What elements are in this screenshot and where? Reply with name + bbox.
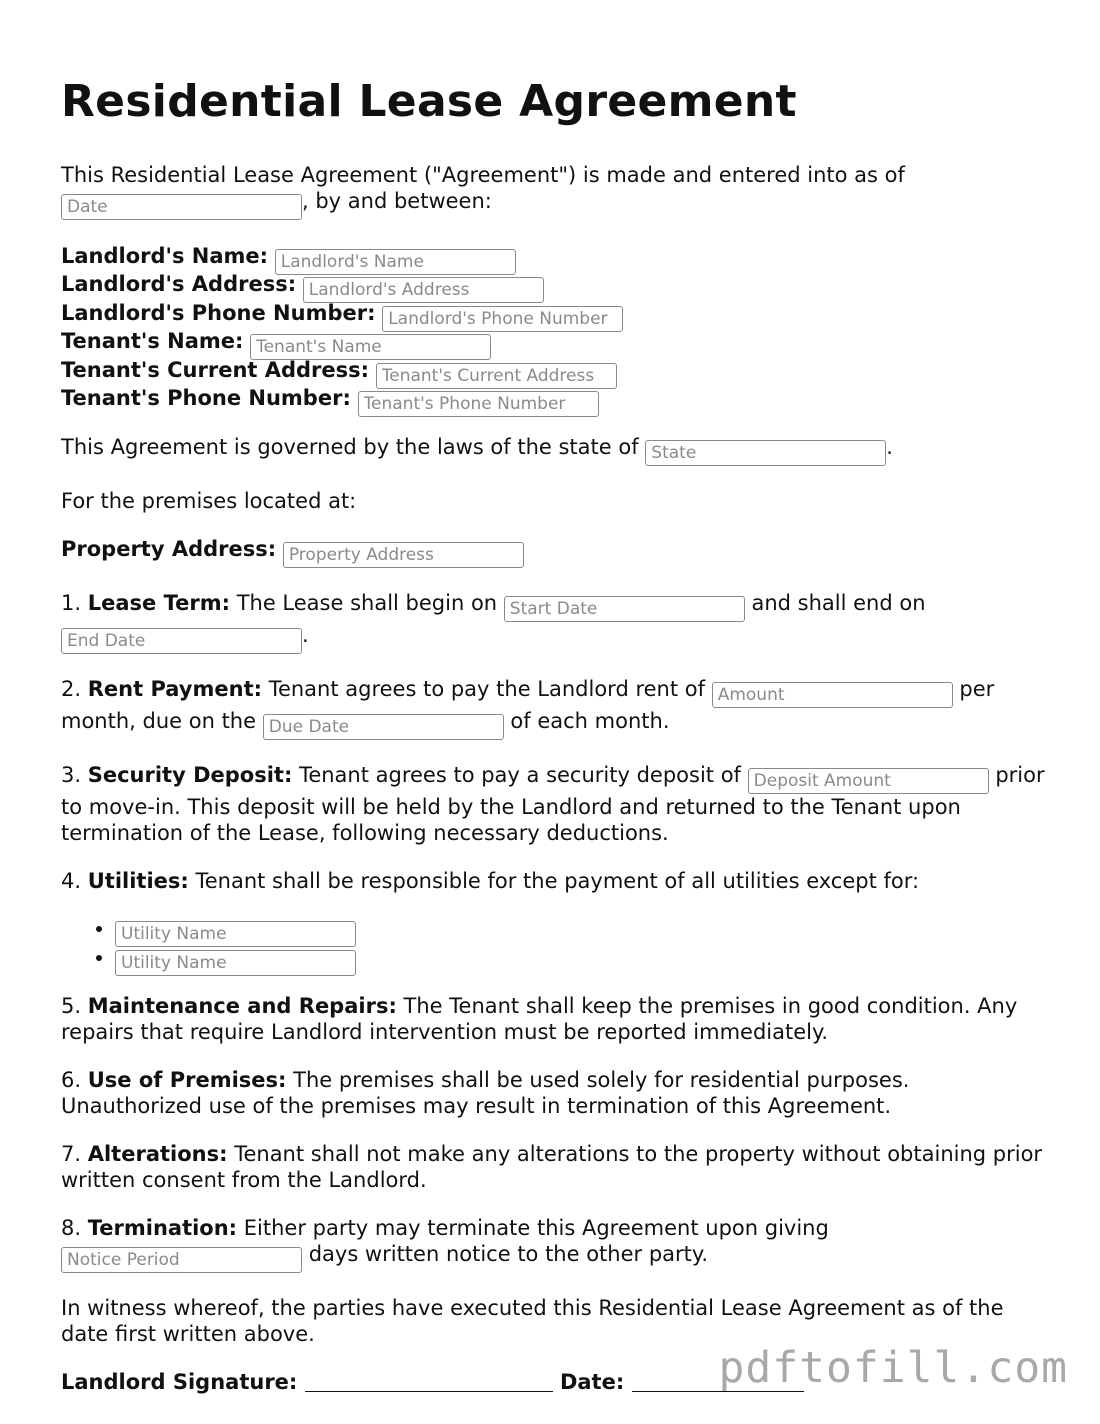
signature-date-label: Date: xyxy=(559,1370,625,1395)
section-use-of-premises xyxy=(61,1067,1046,1119)
alterations-heading: Alterations: xyxy=(87,1142,228,1167)
landlord-phone-label: Landlord's Phone Number: xyxy=(61,300,376,325)
property-address-input[interactable] xyxy=(283,542,524,568)
landlord-address-row xyxy=(61,270,1046,298)
landlord-phone-row xyxy=(61,299,1046,327)
deposit-text: Tenant agrees to pay a security deposit of xyxy=(299,763,741,788)
intro-text: This Residential Lease Agreement ("Agreement") is made and entered into as of xyxy=(61,163,905,187)
utilities-text: Tenant shall be responsible for the payment of all utilities except for: xyxy=(195,869,920,894)
due-date-input[interactable] xyxy=(263,714,504,740)
utilities-heading: Utilities: xyxy=(87,869,189,894)
rent-text-3: of each month. xyxy=(510,709,670,734)
lease-term-number: 1. xyxy=(61,591,82,616)
utilities-number: 4. xyxy=(61,869,82,894)
maintenance-heading: Maintenance and Repairs: xyxy=(87,994,397,1019)
lease-term-text-2: and shall end on xyxy=(751,591,926,616)
section-rent-payment xyxy=(61,676,1046,740)
property-address-label: Property Address: xyxy=(61,537,277,562)
termination-number: 8. xyxy=(61,1216,82,1241)
list-item xyxy=(115,943,1046,972)
deposit-amount-input[interactable] xyxy=(748,768,989,794)
parties-section xyxy=(61,242,1046,412)
alterations-number: 7. xyxy=(61,1142,82,1167)
landlord-name-label: Landlord's Name: xyxy=(61,244,269,268)
lease-document xyxy=(61,72,1046,1395)
termination-text: Either party may terminate this Agreement upon giving xyxy=(243,1216,829,1241)
section-security-deposit xyxy=(61,762,1046,846)
use-text: The premises shall be used solely for residential purposes. Unauthorized use of the premises may result in termination of this Agreement. xyxy=(61,1068,910,1119)
rent-heading: Rent Payment: xyxy=(87,677,262,702)
property-address-paragraph xyxy=(61,536,1046,568)
page-title: Residential Lease Agreement xyxy=(61,76,797,127)
intro-text-after: , by and between: xyxy=(302,189,492,213)
tenant-phone-input[interactable] xyxy=(358,391,599,417)
premises-intro: For the premises located at: xyxy=(61,489,357,514)
landlord-signature-blank[interactable] xyxy=(305,1371,553,1392)
agreement-date-input[interactable] xyxy=(61,194,302,220)
lease-term-heading: Lease Term: xyxy=(87,591,230,616)
section-maintenance xyxy=(61,993,1046,1045)
landlord-signature-label: Landlord Signature: xyxy=(61,1370,298,1395)
governing-text: This Agreement is governed by the laws of the state of xyxy=(61,435,639,460)
end-date-input[interactable] xyxy=(61,628,302,654)
intro-paragraph xyxy=(61,162,1046,220)
section-termination xyxy=(61,1215,1046,1273)
landlord-name-row xyxy=(61,242,1046,270)
utility-name-input[interactable] xyxy=(115,950,356,976)
notice-period-input[interactable] xyxy=(61,1247,302,1273)
tenant-address-label: Tenant's Current Address: xyxy=(61,357,370,382)
utilities-list xyxy=(61,914,1046,971)
lease-term-text-3: . xyxy=(302,623,309,648)
termination-heading: Termination: xyxy=(87,1216,238,1241)
use-number: 6. xyxy=(61,1068,82,1093)
rent-text: Tenant agrees to pay the Landlord rent of xyxy=(268,677,706,702)
tenant-name-label: Tenant's Name: xyxy=(61,329,244,354)
witness-paragraph: In witness whereof, the parties have executed this Residential Lease Agreement as of the date first written above. xyxy=(61,1296,1004,1347)
deposit-text-2: prior to move-in. This deposit will be held by the Landlord and returned to the Tenant upon termination of the Lease, following necessary deductions. xyxy=(61,763,1045,846)
watermark: pdftofill.com xyxy=(718,1343,1068,1393)
tenant-phone-label: Tenant's Phone Number: xyxy=(61,385,351,410)
termination-text-2: days written notice to the other party. xyxy=(308,1242,709,1267)
rent-text-2: per month, due on the xyxy=(61,677,995,734)
use-heading: Use of Premises: xyxy=(87,1068,287,1093)
deposit-heading: Security Deposit: xyxy=(87,763,293,788)
governing-law-paragraph xyxy=(61,434,1046,466)
start-date-input[interactable] xyxy=(504,596,745,622)
section-utilities xyxy=(61,868,1046,894)
governing-text-after: . xyxy=(886,435,893,460)
tenant-address-row xyxy=(61,356,1046,384)
state-input[interactable] xyxy=(645,440,886,466)
tenant-phone-row xyxy=(61,384,1046,412)
maintenance-number: 5. xyxy=(61,994,82,1019)
alterations-text: Tenant shall not make any alterations to the property without obtaining prior written consent from the Landlord. xyxy=(61,1142,1043,1193)
section-alterations xyxy=(61,1141,1046,1193)
list-item xyxy=(115,914,1046,943)
deposit-number: 3. xyxy=(61,763,82,788)
landlord-address-label: Landlord's Address: xyxy=(61,272,297,297)
rent-number: 2. xyxy=(61,677,82,702)
maintenance-text: The Tenant shall keep the premises in good condition. Any repairs that require Landlord intervention must be reported immediately. xyxy=(61,994,1018,1045)
section-lease-term xyxy=(61,590,1046,654)
lease-term-text: The Lease shall begin on xyxy=(236,591,498,616)
rent-amount-input[interactable] xyxy=(712,682,953,708)
